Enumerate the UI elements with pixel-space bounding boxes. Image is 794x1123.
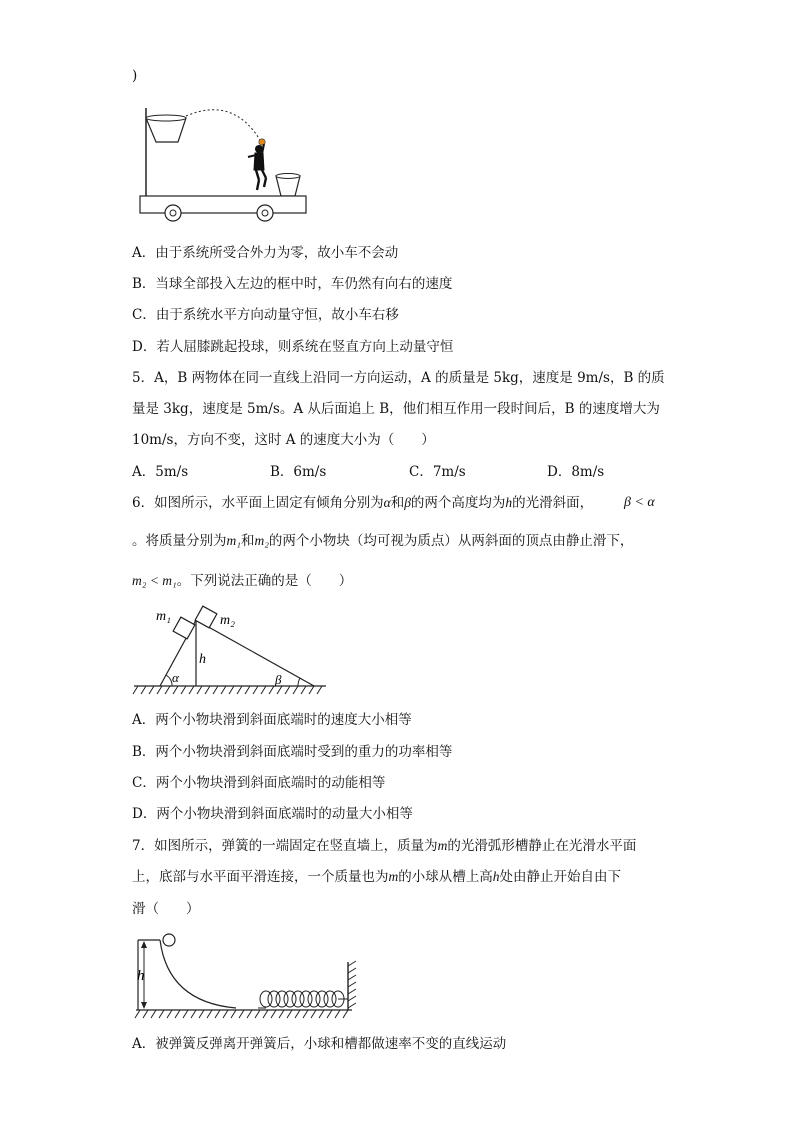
- block-m2-icon: [195, 606, 217, 628]
- q6-text: 6．如图所示，水平面上固定有倾角分别为: [132, 495, 384, 511]
- q6-text: 的光滑斜面，: [512, 495, 594, 511]
- q6-text: 的两个小物块（均可视为质点）从两斜面的顶点由静止滑下，: [268, 533, 634, 549]
- q7-stem-line-2: [132, 868, 621, 886]
- q4-stem-end: ): [132, 68, 138, 84]
- m1-symbol: m₁: [226, 533, 241, 548]
- m-symbol: m: [388, 869, 399, 884]
- q5-stem-line-3: 10m/s，方向不变，这时 A 的速度大小为（ ）: [132, 432, 435, 448]
- q6-stem-line-1: [132, 494, 593, 512]
- q6-text: 的两个高度均为: [410, 495, 506, 511]
- m2-lt-m1-condition: m₂ < m₁: [132, 573, 177, 588]
- q6-option-b: B．两个小物块滑到斜面底端时受到的重力的功率相等: [132, 744, 453, 760]
- q7-text: 7．如图所示，弹簧的一端固定在竖直墙上，质量为: [132, 838, 438, 854]
- fig-m2-label: m₂: [220, 613, 235, 628]
- fig-h-label: h: [199, 652, 206, 667]
- alpha-symbol: α: [383, 495, 391, 510]
- m2-symbol: m₂: [254, 533, 269, 548]
- q6-option-a: A．两个小物块滑到斜面底端时的速度大小相等: [132, 712, 412, 728]
- q5-option-b: B．6m/s: [270, 464, 327, 480]
- arc-groove-icon: [160, 940, 236, 1008]
- h-symbol: h: [492, 869, 500, 884]
- ball-icon: [163, 934, 175, 946]
- q6-text: 和: [390, 495, 405, 511]
- q4-option-c: C．由于系统水平方向动量守恒，故小车右移: [132, 307, 399, 323]
- m-symbol: m: [437, 838, 448, 853]
- fig-beta-label: β: [275, 672, 282, 687]
- q7-text: 的光滑弧形槽静止在光滑水平面: [447, 838, 637, 854]
- q6-condition-beta-lt-alpha: β < α: [624, 495, 655, 510]
- q4-option-a: A．由于系统所受合外力为零，故小车不会动: [132, 245, 399, 261]
- q7-text: 的小球从槽上高: [398, 869, 493, 885]
- q4-option-b: B．当球全部投入左边的框中时，车仍然有向右的速度: [132, 276, 453, 292]
- q6-text: 。将质量分别为: [132, 533, 227, 549]
- q5-stem-line-2: 量是 3kg，速度是 5m/s。A 从后面追上 B，他们相互作用一段时间后，B 的速度增大为: [132, 401, 660, 417]
- q7-stem-line-1: [132, 837, 636, 855]
- q7-text: 上，底部与水平面平滑连接，一个质量也为: [132, 869, 389, 885]
- q7-stem-line-3: 滑（ ）: [132, 901, 200, 917]
- h-symbol: h: [505, 495, 513, 510]
- spring-icon: [258, 991, 348, 1008]
- q4-option-d: D．若人屈膝跳起投球，则系统在竖直方向上动量守恒: [132, 339, 454, 355]
- q6-option-d: D．两个小物块滑到斜面底端时的动量大小相等: [132, 806, 413, 822]
- q7-text: 处由静止开始自由下: [499, 869, 621, 885]
- q6-figure: [130, 606, 330, 698]
- q5-option-a: A．5m/s: [132, 464, 189, 480]
- q7-figure: [134, 932, 364, 1024]
- q6-stem-line-2: [132, 532, 633, 550]
- beta-symbol: β: [404, 495, 411, 510]
- q5-option-c: C．7m/s: [409, 464, 466, 480]
- fig-h-label: h: [137, 968, 145, 984]
- q7-option-a: A．被弹簧反弹离开弹簧后，小球和槽都做速率不变的直线运动: [132, 1036, 507, 1052]
- q4-figure: [138, 104, 308, 224]
- left-basket-icon: [146, 118, 186, 142]
- block-m1-icon: [173, 617, 195, 639]
- person-icon: [248, 144, 266, 190]
- q6-text: 。下列说法正确的是（ ）: [176, 573, 353, 589]
- q6-stem-line-3: [132, 572, 352, 590]
- q6-option-c: C．两个小物块滑到斜面底端时的动能相等: [132, 775, 386, 791]
- fig-alpha-label: α: [172, 670, 179, 685]
- fig-m1-label: m₁: [156, 609, 171, 624]
- q5-option-d: D．8m/s: [547, 464, 605, 480]
- q6-text: 和: [240, 533, 255, 549]
- q5-stem-line-1: 5．A，B 两物体在同一直线上沿同一方向运动，A 的质量是 5kg，速度是 9m/s，B 的质: [132, 370, 665, 386]
